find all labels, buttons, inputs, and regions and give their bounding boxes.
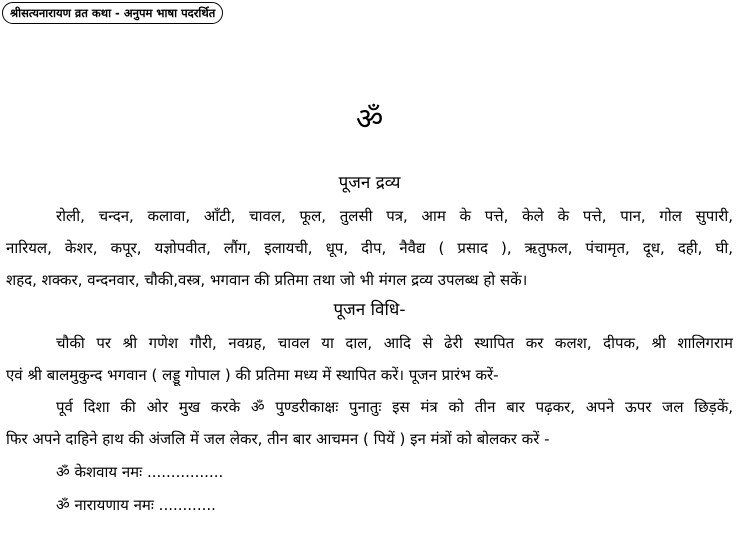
paragraph-line: पूर्व दिशा की ओर मुख करके ॐ पुण्डरीकाक्षः पुनातुः इस मंत्र को तीन बार पढ़कर, अपने ऊपर जल छिड़कें,: [56, 398, 733, 416]
section-heading-pujan-dravya: पूजन द्रव्य: [338, 173, 401, 193]
paragraph-line: चौकी पर श्री गणेश गौरी, नवग्रह, चावल या दाल, आदि से ढेरी स्थापित कर कलश, दीपक, श्री शालिगराम: [56, 334, 733, 352]
paragraph-line: एवं श्री बालमुकुन्द भगवान ( लड्डू गोपाल ) की प्रतिमा मध्य में स्थापित करें। पूजन प्रारंभ करें-: [6, 366, 499, 384]
paragraph-line: नारियल, केशर, कपूर, यज्ञोपवीत, लौंग, इलायची, धूप, दीप, नैवैद्य ( प्रसाद ), ऋतुफल, पंचामृत, दूध, दही, घी,: [6, 239, 733, 257]
document-header-title: श्रीसत्यनारायण व्रत कथा - अनुपम भाषा पदरर्थित: [2, 2, 223, 24]
mantra-line: ॐ केशवाय नमः ................: [56, 463, 224, 481]
paragraph-line: फिर अपने दाहिने हाथ की अंजलि में जल लेकर, तीन बार आचमन ( पियें ) इन मंत्रों को बोलकर करें -: [6, 430, 550, 448]
mantra-line: ॐ नारायणाय नमः ............: [56, 496, 216, 514]
paragraph-line: रोली, चन्दन, कलावा, आँटी, चावल, फूल, तुलसी पत्र, आम के पत्ते, केले के पत्ते, पान, गोल सुपारी,: [56, 207, 733, 225]
om-symbol: ॐ: [355, 102, 384, 137]
paragraph-line: शहद, शक्कर, वन्दनवार, चौकी,वस्त्र, भगवान की प्रतिमा तथा जो भी मंगल द्रव्य उपलब्ध हो सकें।: [6, 271, 528, 289]
section-heading-pujan-vidhi: पूजन विधि-: [333, 300, 406, 320]
